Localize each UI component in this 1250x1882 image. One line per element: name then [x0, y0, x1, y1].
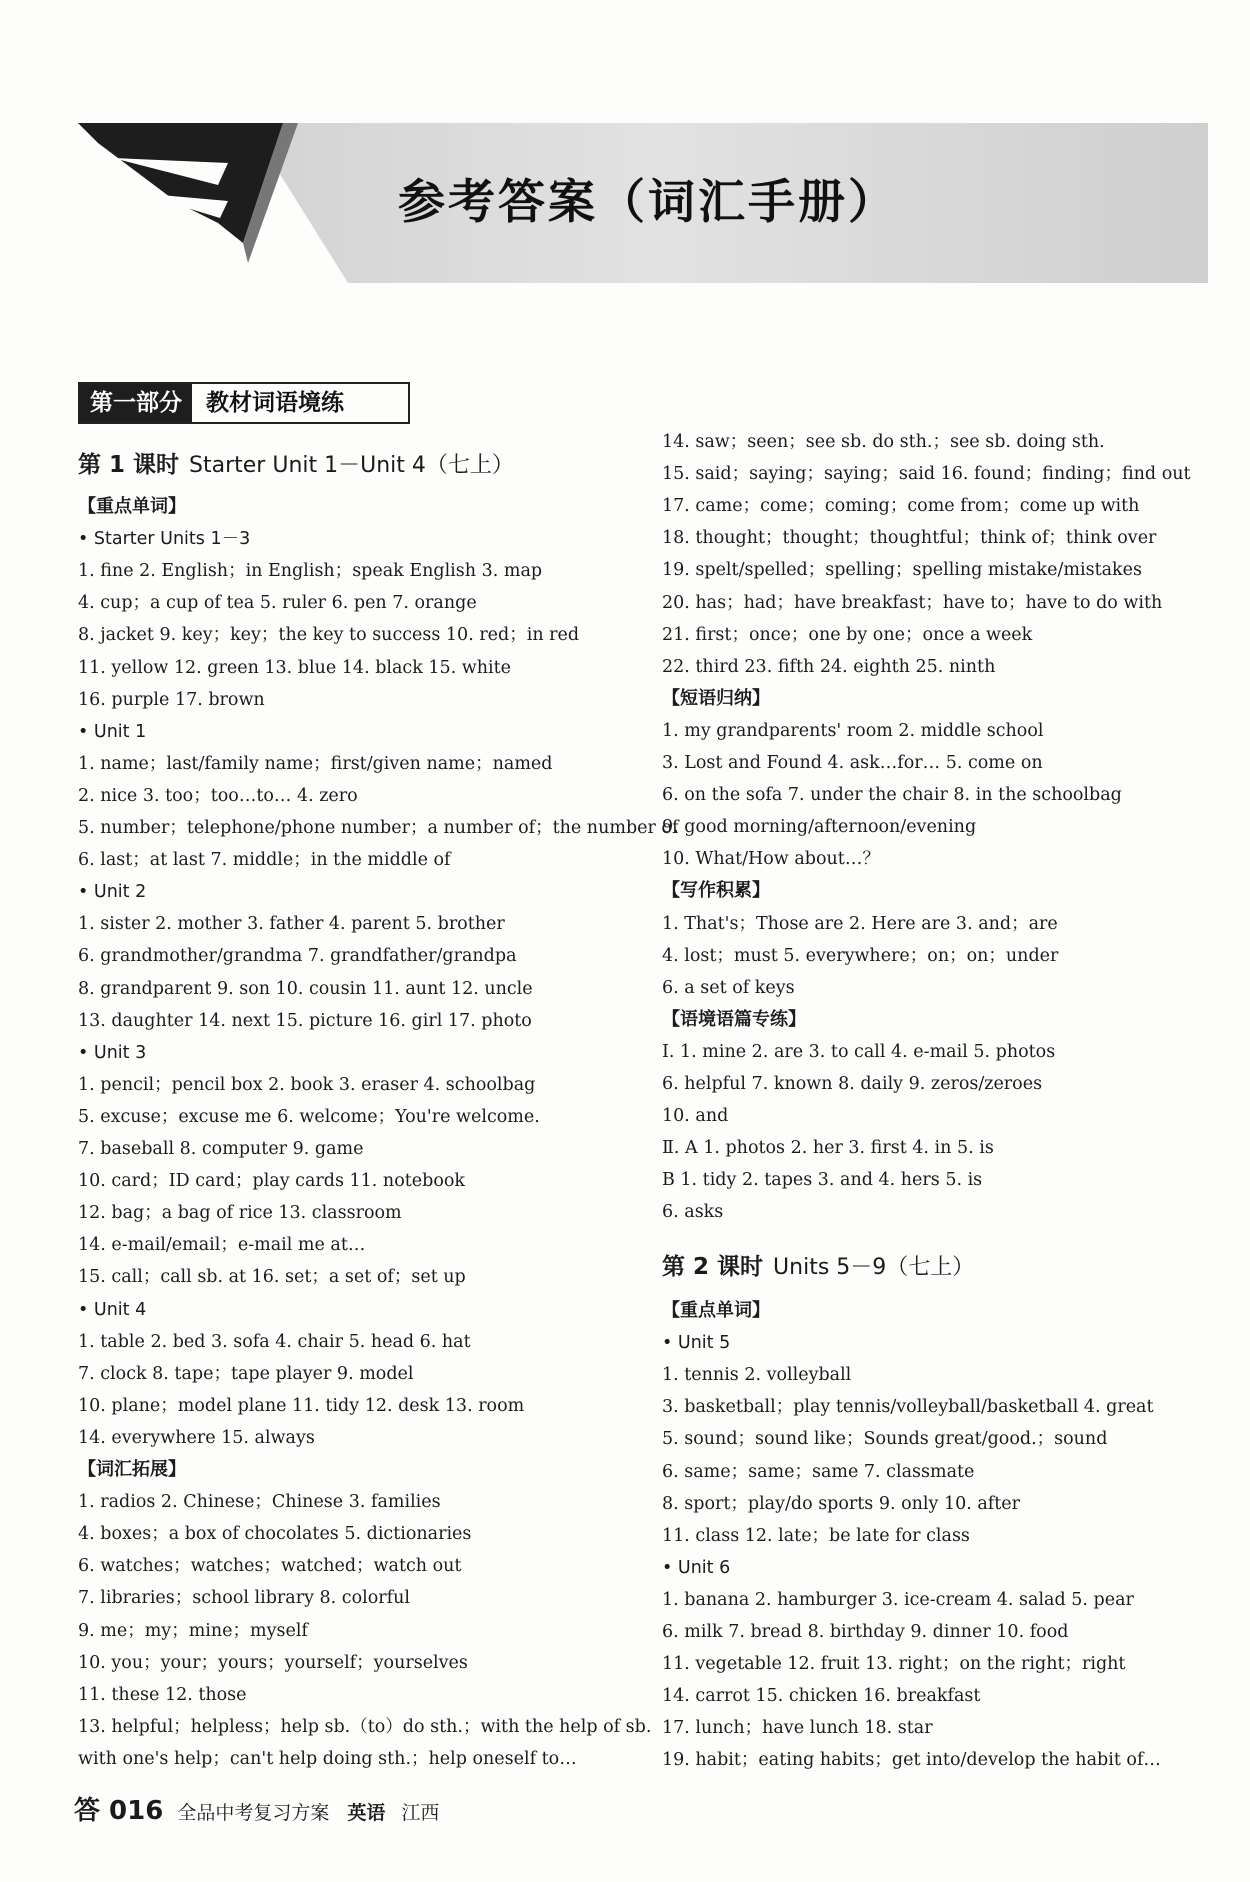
answer-line: 6. on the sofa 7. under the chair 8. in the schoolbag — [662, 785, 1122, 806]
answer-line: 6. milk 7. bread 8. birthday 9. dinner 10. food — [662, 1622, 1069, 1642]
answer-line: 5. excuse；excuse me 6. welcome；You're welcome. — [78, 1106, 540, 1127]
answer-line: 14. carrot 15. chicken 16. breakfast — [662, 1686, 981, 1707]
answer-line: 1. radios 2. Chinese；Chinese 3. families — [78, 1492, 441, 1513]
answer-line: 17. came；come；coming；come from；come up with — [662, 496, 1140, 517]
answer-line: with one's help；can't help doing sth.；help oneself to… — [78, 1748, 577, 1769]
section-heading: 【短语归纳】 — [662, 687, 770, 709]
unit-heading: • Unit 6 — [662, 1557, 731, 1578]
answer-line: 15. said；saying；saying；said 16. found；finding；find out — [662, 464, 1191, 485]
unit-heading: • Unit 1 — [78, 721, 147, 742]
answer-line: 13. daughter 14. next 15. picture 16. girl 17. photo — [78, 1010, 532, 1031]
answer-line: 10. card；ID card；play cards 11. notebook — [78, 1171, 465, 1192]
unit-heading: • Starter Units 1－3 — [78, 529, 251, 550]
answer-line: 7. libraries；school library 8. colorful — [78, 1588, 410, 1609]
section-heading: 【重点单词】 — [662, 1300, 770, 1321]
unit-heading: • Unit 3 — [78, 1042, 147, 1063]
unit-heading: • Unit 4 — [78, 1299, 147, 1320]
banner-arrow-icon — [78, 123, 298, 283]
page-title: 参考答案（词汇手册） — [398, 175, 898, 230]
answer-line: 14. everywhere 15. always — [78, 1427, 315, 1448]
answer-line: 19. habit；eating habits；get into/develop the habit of… — [662, 1750, 1161, 1771]
title-banner — [78, 123, 1208, 283]
answer-line: 4. cup；a cup of tea 5. ruler 6. pen 7. orange — [78, 593, 477, 614]
answer-line: 11. these 12. those — [78, 1684, 247, 1705]
answer-line: 5. number；telephone/phone number；a number of；the number of — [78, 818, 679, 838]
answer-line: 6. same；same；same 7. classmate — [662, 1461, 975, 1482]
answer-line: 14. saw；seen；see sb. do sth.；see sb. doing sth. — [662, 432, 1105, 452]
answer-line: 2. nice 3. too；too…to… 4. zero — [78, 785, 358, 806]
answer-line: 1. pencil；pencil box 2. book 3. eraser 4. schoolbag — [78, 1074, 536, 1095]
answer-line: 6. last；at last 7. middle；in the middle of — [78, 850, 451, 871]
answer-line: 1. my grandparents' room 2. middle school — [662, 720, 1044, 741]
answer-line: 10. you；your；yours；yourself；yourselves — [78, 1652, 468, 1673]
answer-line: 14. e-mail/email；e-mail me at… — [78, 1235, 366, 1256]
answer-line: 17. lunch；have lunch 18. star — [662, 1718, 933, 1739]
answer-line: 18. thought；thought；thoughtful；think of；think over — [662, 528, 1157, 549]
section-heading: 【词汇拓展】 — [78, 1459, 186, 1480]
answer-line: 11. vegetable 12. fruit 13. right；on the right；right — [662, 1654, 1126, 1675]
answer-line: 9. me；my；mine；myself — [78, 1620, 308, 1641]
answer-line: 3. basketball；play tennis/volleyball/basketball 4. great — [662, 1397, 1154, 1418]
answer-line: 7. clock 8. tape；tape player 9. model — [78, 1363, 414, 1384]
answer-line: 6. helpful 7. known 8. daily 9. zeros/zeroes — [662, 1074, 1043, 1094]
part-title: 教材词语境练 — [206, 390, 344, 416]
page-number: 答 016 — [74, 1796, 164, 1826]
lesson-text: Units 5－9（七上） — [773, 1255, 975, 1280]
answer-line: 1. fine 2. English；in English；speak English 3. map — [78, 561, 543, 582]
publisher-name: 全品中考复习方案 — [177, 1802, 330, 1824]
answer-line: 1. tennis 2. volleyball — [662, 1365, 852, 1386]
answer-line: 1. sister 2. mother 3. father 4. parent 5. brother — [78, 914, 505, 935]
lesson-tag: 第 1 课时 — [78, 452, 180, 478]
answer-line: 6. asks — [662, 1202, 724, 1223]
page-footer — [74, 1790, 439, 1827]
answer-line: 21. first；once；one by one；once a week — [662, 624, 1033, 645]
answer-line: 10. and — [662, 1106, 729, 1127]
answer-line: 19. spelt/spelled；spelling；spelling mistake/mistakes — [662, 560, 1142, 581]
answer-line: Ⅰ. 1. mine 2. are 3. to call 4. e-mail 5. photos — [662, 1041, 1056, 1062]
answer-line: 8. sport；play/do sports 9. only 10. after — [662, 1493, 1021, 1514]
section-heading: 【语境语篇专练】 — [662, 1008, 806, 1030]
answer-line: 16. purple 17. brown — [78, 689, 265, 710]
answer-line: 4. boxes；a box of chocolates 5. dictionaries — [78, 1524, 472, 1545]
subject-name: 英语 — [347, 1802, 386, 1824]
answer-line: 20. has；had；have breakfast；have to；have to do with — [662, 592, 1163, 613]
answer-line: 11. class 12. late；be late for class — [662, 1525, 970, 1546]
answer-line: 7. baseball 8. computer 9. game — [78, 1139, 364, 1159]
answer-line: 8. jacket 9. key；key；the key to success 10. red；in red — [78, 625, 580, 646]
answer-line: 15. call；call sb. at 16. set；a set of；set up — [78, 1267, 466, 1288]
section-heading: 【写作积累】 — [662, 880, 770, 902]
answer-line: 1. That's；Those are 2. Here are 3. and；are — [662, 913, 1058, 934]
answer-line: Ⅱ. A 1. photos 2. her 3. first 4. in 5. is — [662, 1138, 994, 1159]
section-heading: 【重点单词】 — [78, 496, 186, 517]
part-number: 第一部分 — [80, 384, 192, 422]
answer-line: 4. lost；must 5. everywhere；on；on；under — [662, 945, 1059, 966]
lesson-2-heading — [662, 1248, 974, 1281]
lesson-tag: 第 2 课时 — [662, 1254, 764, 1280]
answer-line: 6. grandmother/grandma 7. grandfather/grandpa — [78, 946, 517, 967]
answer-line: 1. table 2. bed 3. sofa 4. chair 5. head 6. hat — [78, 1331, 471, 1352]
answer-line: 10. What/How about…？ — [662, 849, 880, 870]
answer-line: 5. sound；sound like；Sounds great/good.；sound — [662, 1429, 1108, 1450]
lesson-text: Starter Unit 1－Unit 4（七上） — [189, 453, 514, 478]
answer-line: 13. helpful；helpless；help sb.（to）do sth.；with the help of sb. — [78, 1716, 652, 1737]
answer-line: 6. watches；watches；watched；watch out — [78, 1556, 462, 1577]
answer-line: 1. banana 2. hamburger 3. ice-cream 4. salad 5. pear — [662, 1589, 1134, 1610]
lesson-1-heading — [78, 446, 514, 479]
answer-line: 9. good morning/afternoon/evening — [662, 817, 977, 838]
answer-line: B 1. tidy 2. tapes 3. and 4. hers 5. is — [662, 1170, 983, 1191]
answer-line: 22. third 23. fifth 24. eighth 25. ninth — [662, 656, 996, 677]
answer-line: 1. name；last/family name；first/given name；named — [78, 753, 553, 774]
answer-line: 12. bag；a bag of rice 13. classroom — [78, 1203, 402, 1224]
unit-heading: • Unit 5 — [662, 1333, 731, 1354]
unit-heading: • Unit 2 — [78, 882, 147, 903]
region-name: 江西 — [401, 1802, 440, 1824]
answer-line: 11. yellow 12. green 13. blue 14. black 15. white — [78, 657, 512, 678]
answer-line: 3. Lost and Found 4. ask…for… 5. come on — [662, 753, 1043, 773]
answer-line: 10. plane；model plane 11. tidy 12. desk 13. room — [78, 1395, 525, 1416]
part-heading — [78, 382, 410, 424]
answer-line: 6. a set of keys — [662, 977, 795, 998]
answer-line: 8. grandparent 9. son 10. cousin 11. aunt 12. uncle — [78, 978, 533, 999]
